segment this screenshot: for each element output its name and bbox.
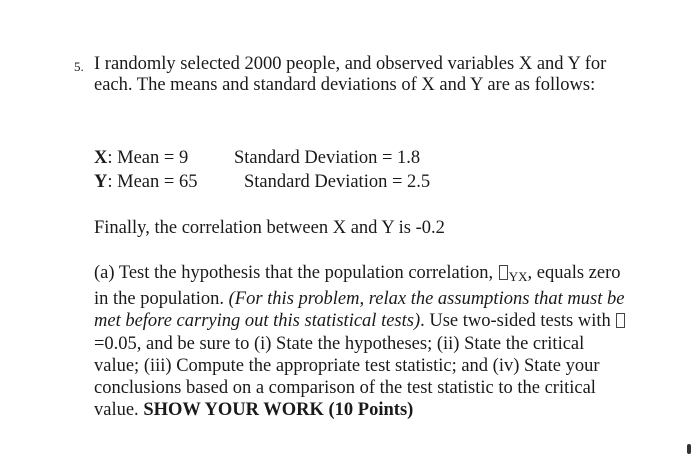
question-intro: I randomly selected 2000 people, and observed variables X and Y for each. The means and standard deviations of X and Y are as follows:: [94, 54, 607, 95]
question-number: 5.: [74, 59, 84, 74]
part-a-after-italic: . Use two-sided tests with: [420, 311, 616, 332]
variable-x-label: X: [94, 148, 108, 168]
part-a-italic-note: (For this problem, relax the assumptions that must be met before carrying out this statistical tests): [94, 289, 625, 332]
part-a-lead: (a) Test the hypothesis that the population correlation,: [94, 263, 498, 283]
mean-x-text: : Mean = 9: [107, 148, 189, 168]
statistics-block: [94, 146, 594, 194]
sd-y: Standard Deviation = 2.5: [244, 172, 431, 192]
rho-subscript: YX: [508, 269, 528, 284]
correlation-statement: Finally, the correlation between X and Y is -0.2: [94, 218, 445, 238]
mean-y: [94, 170, 197, 194]
rho-symbol-icon: [499, 265, 508, 280]
part-a-alpha-instructions: =0.05, and be sure to (i) State the hypotheses; (ii) State the critical value; (iii) Compute the appropriate test statistic; and (iv) State your conclusions based on a comparison of the test statistic to the critical value.: [94, 333, 600, 421]
sd-x: Standard Deviation = 1.8: [234, 148, 421, 168]
stat-row-x: [94, 146, 594, 170]
variable-y-label: Y: [94, 172, 108, 192]
stat-row-y: [94, 170, 594, 194]
part-a-text: [94, 262, 634, 421]
scroll-marker-icon: [687, 444, 691, 454]
alpha-symbol-icon: [616, 313, 625, 328]
part-a-after-sub: , equals zero in the population.: [94, 263, 621, 310]
show-work-instruction: SHOW YOUR WORK: [143, 400, 324, 421]
mean-y-text: : Mean = 65: [107, 172, 198, 192]
mean-x: [94, 146, 188, 170]
points-label: (10 Points): [323, 400, 414, 421]
